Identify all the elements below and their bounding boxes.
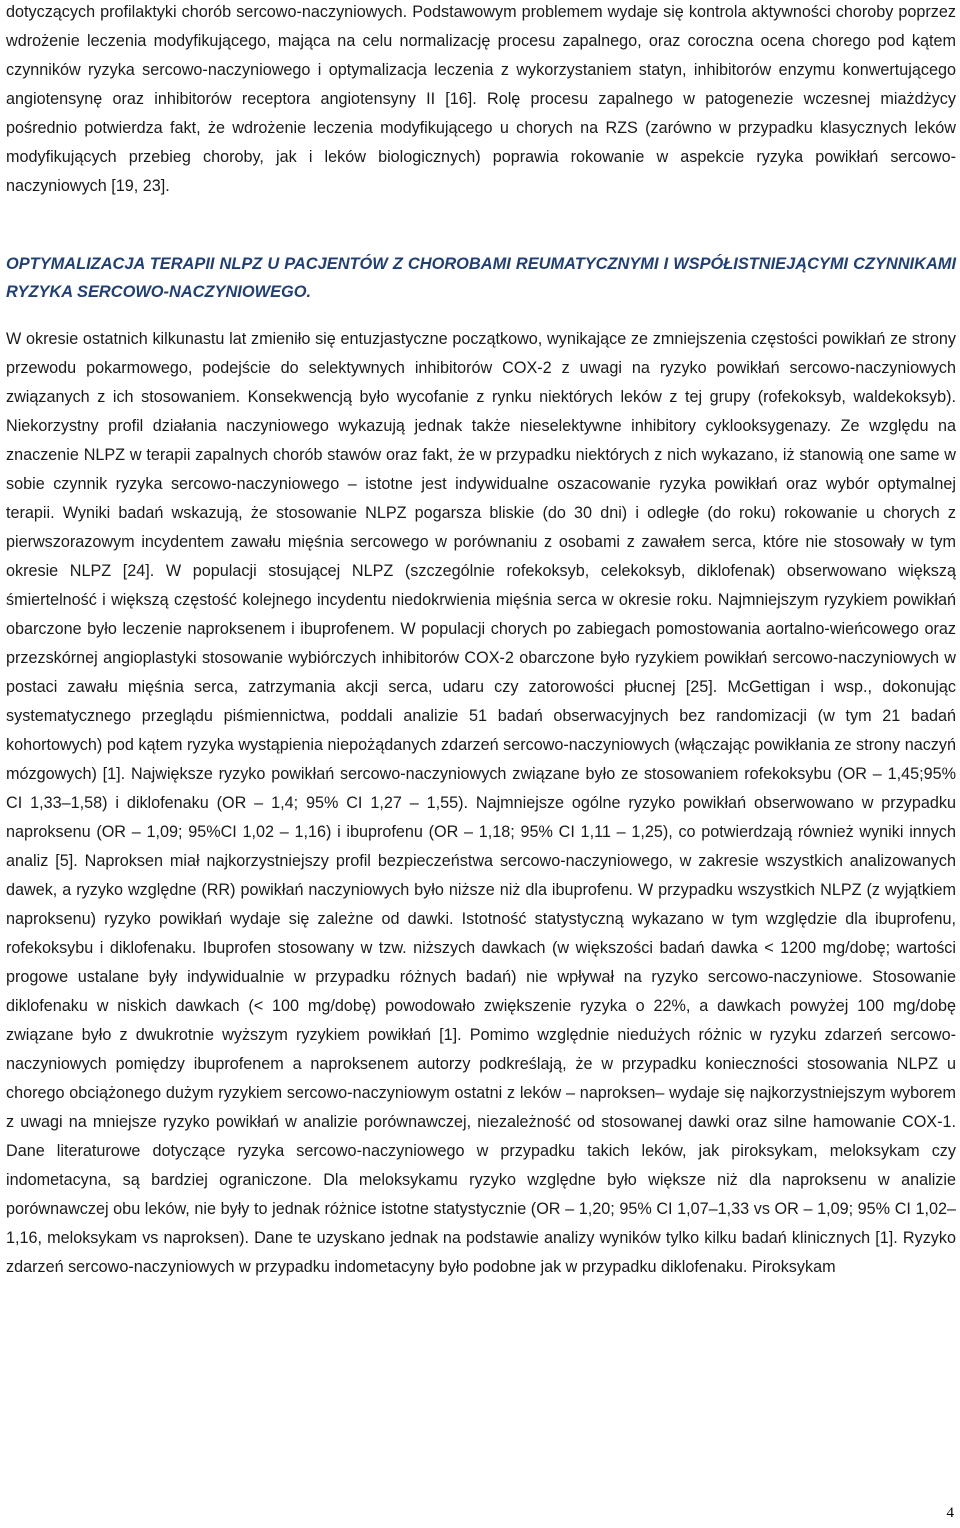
body-paragraph-2: W okresie ostatnich kilkunastu lat zmieniło się entuzjastyczne początkowo, wynikające ze zmniejszenia częstości powikłań ze strony przewodu pokarmowego, podejście do selektywnych inhibitorów COX-2 z uwagi na ryzyko powikłań sercowo-naczyniowych związanych z ich stosowaniem. Konsekwencją było wycofanie z rynku niektórych leków z tej grupy (rofekoksyb, waldekoksyb). Niekorzystny profil działania naczyniowego wykazują jednak także nieselektywne inhibitory cyklooksygenazy. Ze względu na znaczenie NLPZ w terapii zapalnych chorób stawów oraz fakt, że w przypadku niektórych z nich wykazano, iż stanowią one same w sobie czynnik ryzyka sercowo-naczyniowego – istotne jest indywidualne oszacowanie ryzyka powikłań oraz wybór optymalnej terapii. Wyniki badań wskazują, że stosowanie NLPZ pogarsza bliskie (do 30 dni) i odległe (do roku) rokowanie u chorych z pierwszorazowym incydentem zawału mięśnia sercowego w porównaniu z osobami z zawałem serca, które nie stosowały w tym okresie NLPZ [24]. W populacji stosującej NLPZ (szczególnie rofekoksyb, celekoksyb, diklofenak) obserwowano większą śmiertelność i większą częstość kolejnego incydentu niedokrwienia mięśnia serca w okresie roku. Najmniejszym ryzykiem powikłań obarczone było leczenie naproksenem i ibuprofenem. W populacji chorych po zabiegach pomostowania aortalno-wieńcowego oraz przezskórnej angioplastyki stosowanie wybiórczych inhibitorów COX-2 obarczone było ryzykiem powikłań sercowo-naczyniowych w postaci zawału mięśnia serca, zatrzymania akcji serca, udaru czy zatorowości płucnej [25]. McGettigan i wsp., dokonując systematycznego przeglądu piśmiennictwa, poddali analizie 51 badań obserwacyjnych bez randomizacji (w tym 21 badań kohortowych) pod kątem ryzyka wystąpienia niepożądanych zdarzeń sercowo-naczyniowych (włączając powikłania ze strony naczyń mózgowych) [1]. Największe ryzyko powikłań sercowo-naczyniowych związane było ze stosowaniem rofekoksybu (OR – 1,45;95% CI 1,33–1,58) i diklofenaku (OR – 1,4; 95% CI 1,27 – 1,55). Najmniejsze ogólne ryzyko powikłań obserwowano w przypadku naproksenu (OR – 1,09; 95%CI 1,02 – 1,16) i ibuprofenu (OR – 1,18; 95% CI 1,11 – 1,25), co potwierdzają również wyniki innych analiz [5]. Naproksen miał najkorzystniejszy profil bezpieczeństwa sercowo-naczyniowego, w zakresie wszystkich analizowanych dawek, a ryzyko względne (RR) powikłań naczyniowych było niższe niż dla ibuprofenu. W przypadku wszystkich NLPZ (z wyjątkiem naproksenu) ryzyko powikłań wydaje się zależne od dawki. Istotność statystyczną wykazano w tym względzie dla ibuprofenu, rofekoksybu i diklofenaku. Ibuprofen stosowany w tzw. niższych dawkach (w większości badań dawka < 1200 mg/dobę; wartości progowe ustalane były indywidualnie w przypadku różnych badań) nie wpływał na ryzyko sercowo-naczyniowe. Stosowanie diklofenaku w niskich dawkach (< 100 mg/dobę) powodowało zwiększenie ryzyka o 22%, a dawkach powyżej 100 mg/dobę związane było z dwukrotnie wyższym ryzykiem powikłań [1]. Pomimo względnie niedużych różnic w ryzyku zdarzeń sercowo-naczyniowych pomiędzy ibuprofenem a naproksenem autorzy podkreślają, że w przypadku konieczności stosowania NLPZ u chorego obciążonego dużym ryzykiem sercowo-naczyniowym ostatni z leków – naproksen– wydaje się najkorzystniejszym wyborem z uwagi na mniejsze ryzyko powikłań w analizie porównawczej, niezależność od stosowanej dawki oraz silne hamowanie COX-1. Dane literaturowe dotyczące ryzyka sercowo-naczyniowego w przypadku takich leków, jak piroksykam, meloksykam czy indometacyna, są bardziej ograniczone. Dla meloksykamu ryzyko względne było większe niż dla naproksenu w analizie porównawczej obu leków, nie były to jednak różnice istotne statystycznie (OR – 1,20; 95% CI 1,07–1,33 vs OR – 1,09; 95% CI 1,02–1,16, meloksykam vs naproksen). Dane te uzyskano jednak na podstawie analizy wyników tylko kilku badań klinicznych [1]. Ryzyko zdarzeń sercowo-naczyniowych w przypadku indometacyny było podobne jak w przypadku diklofenaku. Piroksykam <box>6 330 956 1276</box>
page-number: 4 <box>946 1505 954 1521</box>
body-paragraph-1: dotyczących profilaktyki chorób sercowo-naczyniowych. Podstawowym problemem wydaje się kontrola aktywności choroby poprzez wdrożenie leczenia modyfikującego, mająca na celu normalizację procesu zapalnego, oraz coroczna ocena chorego pod kątem czynników ryzyka sercowo-naczyniowego i optymalizacja leczenia z wykorzystaniem statyn, inhibitorów enzymu konwertującego angiotensynę oraz inhibitorów receptora angiotensyny II [16]. Rolę procesu zapalnego w patogenezie wczesnej miażdżycy pośrednio potwierdza fakt, że wdrożenie leczenia modyfikującego u chorych na RZS (zarówno w przypadku klasycznych leków modyfikujących przebieg choroby, jak i leków biologicznych) poprawia rokowanie w aspekcie ryzyka powikłań sercowo-naczyniowych [19, 23]. <box>6 3 956 195</box>
section-heading: OPTYMALIZACJA TERAPII NLPZ U PACJENTÓW Z CHOROBAMI REUMATYCZNYMI I WSPÓŁISTNIEJĄCYMI CZYNNIKAMI RYZYKA SERCOWO-NACZYNIOWEGO. <box>6 255 956 301</box>
